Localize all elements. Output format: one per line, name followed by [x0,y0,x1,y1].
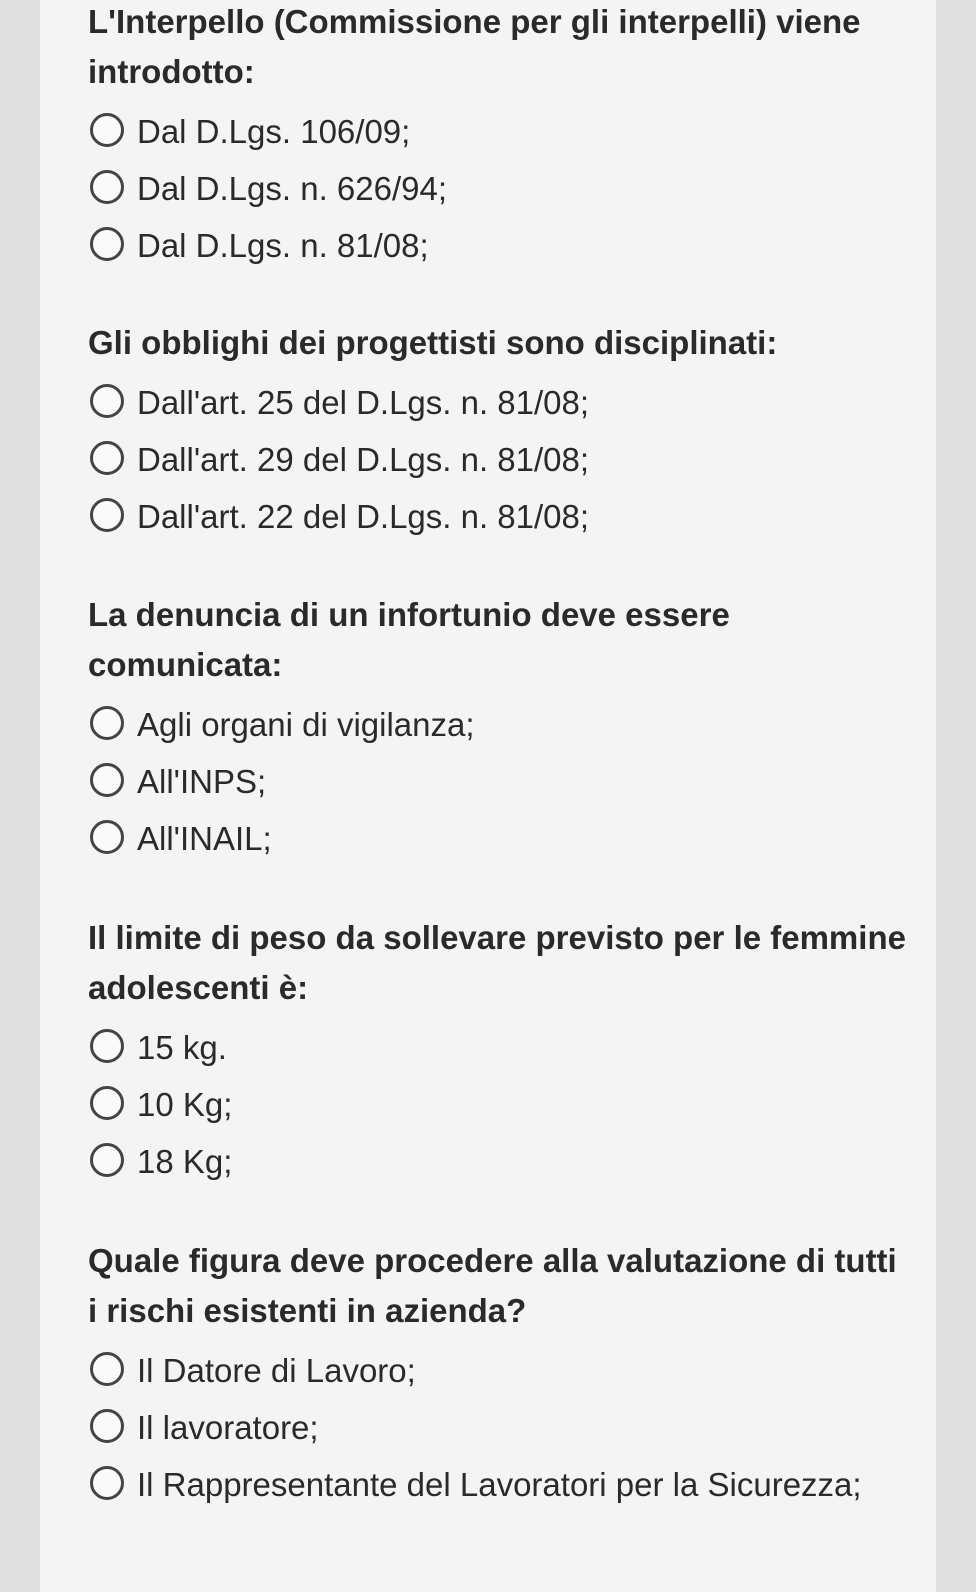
option-label: 18 Kg; [137,1143,233,1180]
answer-option[interactable] [88,1403,908,1453]
radio-button[interactable] [90,384,124,418]
option-label: Dall'art. 22 del D.Lgs. n. 81/08; [137,498,590,535]
option-label: Dal D.Lgs. n. 81/08; [137,227,429,264]
answer-option[interactable] [88,814,908,864]
answer-option[interactable] [88,107,908,157]
question-3 [88,590,908,871]
answer-option[interactable] [88,757,908,807]
options-list [88,1023,908,1187]
answer-option[interactable] [88,1080,908,1130]
radio-button[interactable] [90,498,124,532]
radio-button[interactable] [90,227,124,261]
question-5 [88,1236,908,1517]
question-title: Quale figura deve procedere alla valutazione di tutti i rischi esistenti in azienda? [88,1242,897,1329]
answer-option[interactable] [88,1460,908,1510]
option-label: Il Rappresentante del Lavoratori per la Sicurezza; [137,1466,862,1503]
answer-option[interactable] [88,1023,908,1073]
options-list [88,700,908,864]
question-title: Gli obblighi dei progettisti sono disciplinati: [88,324,778,361]
radio-button[interactable] [90,1143,124,1177]
options-list [88,1346,908,1510]
answer-option[interactable] [88,221,908,271]
option-label: All'INPS; [137,763,267,800]
radio-button[interactable] [90,1409,124,1443]
radio-button[interactable] [90,170,124,204]
radio-button[interactable] [90,1466,124,1500]
radio-button[interactable] [90,1352,124,1386]
question-title: L'Interpello (Commissione per gli interpelli) viene introdotto: [88,3,861,90]
radio-button[interactable] [90,1086,124,1120]
answer-option[interactable] [88,700,908,750]
option-label: Dall'art. 29 del D.Lgs. n. 81/08; [137,441,590,478]
answer-option[interactable] [88,164,908,214]
option-label: Agli organi di vigilanza; [137,706,475,743]
answer-option[interactable] [88,1137,908,1187]
question-4 [88,913,908,1194]
question-1 [88,0,908,278]
option-label: Dal D.Lgs. n. 626/94; [137,170,448,207]
answer-option[interactable] [88,435,777,485]
radio-button[interactable] [90,820,124,854]
option-label: Dall'art. 25 del D.Lgs. n. 81/08; [137,384,590,421]
answer-option[interactable] [88,378,777,428]
answer-option[interactable] [88,492,777,542]
quiz-page [40,0,936,1592]
radio-button[interactable] [90,113,124,147]
option-label: Il lavoratore; [137,1409,319,1446]
radio-button[interactable] [90,1029,124,1063]
option-label: Dal D.Lgs. 106/09; [137,113,411,150]
question-2 [88,318,777,549]
options-list [88,107,908,271]
radio-button[interactable] [90,706,124,740]
question-title: Il limite di peso da sollevare previsto per le femmine adolescenti è: [88,919,906,1006]
answer-option[interactable] [88,1346,908,1396]
option-label: 10 Kg; [137,1086,233,1123]
options-list [88,378,777,542]
radio-button[interactable] [90,763,124,797]
radio-button[interactable] [90,441,124,475]
option-label: 15 kg. [137,1029,227,1066]
option-label: All'INAIL; [137,820,272,857]
option-label: Il Datore di Lavoro; [137,1352,416,1389]
question-title: La denuncia di un infortunio deve essere comunicata: [88,596,730,683]
